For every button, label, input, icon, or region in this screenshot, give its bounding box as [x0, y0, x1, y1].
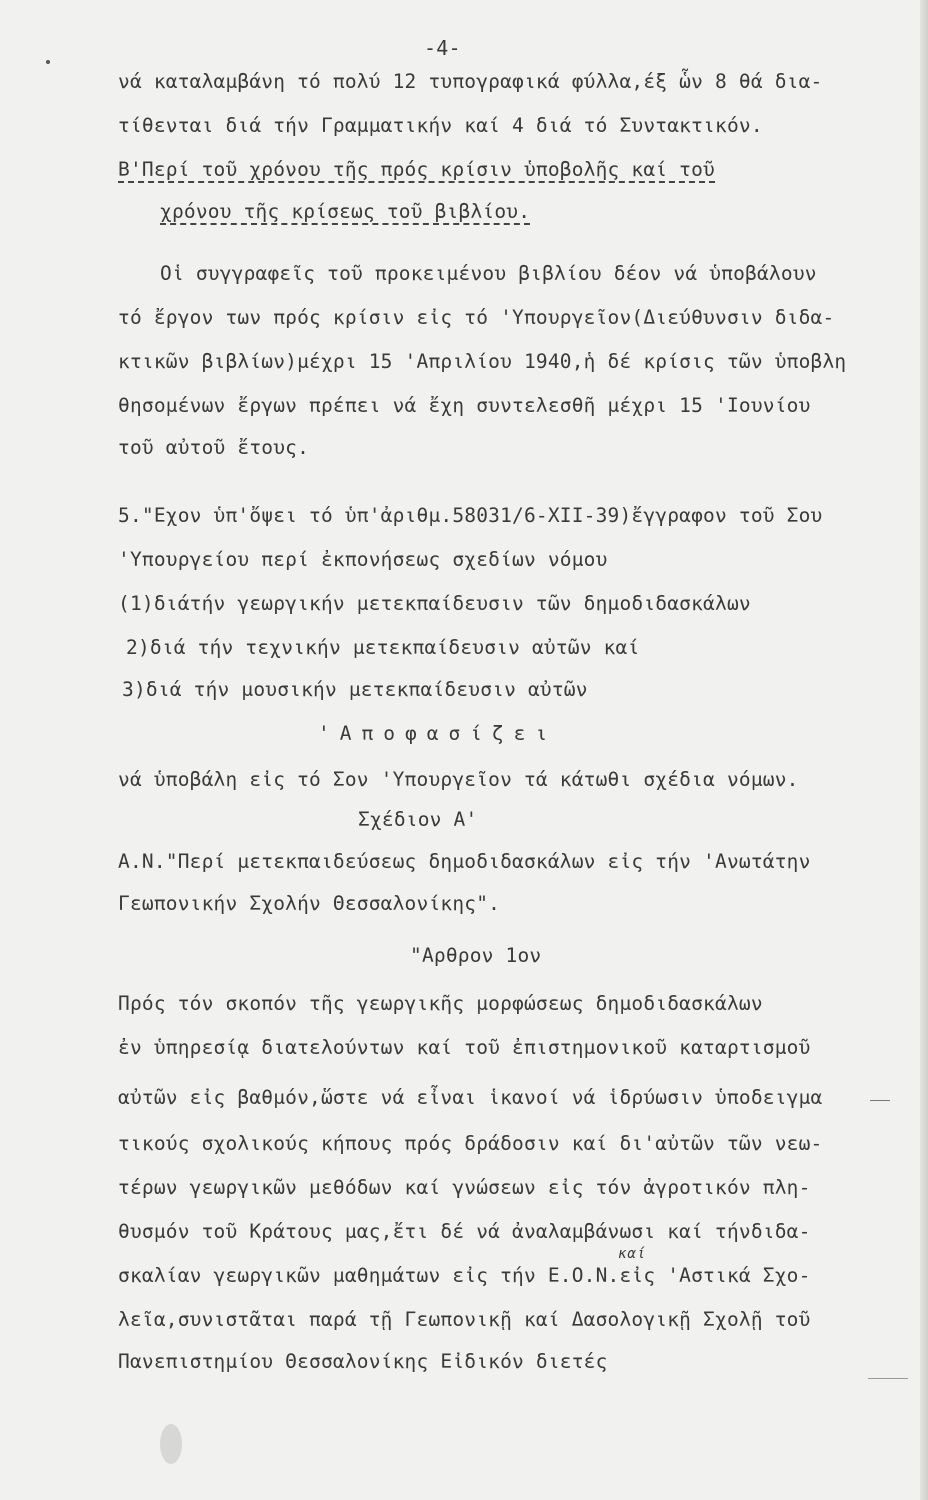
list-item-3: 3)διά τήν μουσικήν μετεκπαίδευσιν αὐτῶν [122, 678, 588, 701]
text-line-10: 5."Εχον ὑπ'ὄψει τό ὑπ'ἀριθμ.58031/6-XII-39)ἔγγραφον τοῦ Σου [118, 504, 823, 527]
section-heading-line-2: χρόνου τῆς κρίσεως τοῦ βιβλίου. [160, 200, 531, 223]
text-line-11: 'Υπουργείου περί ἐκπονήσεως σχεδίων νόμου [118, 548, 608, 571]
text-line-25: τέρων γεωργικῶν μεθόδων καί γνώσεων εἰς τόν ἀγροτικόν πλη- [118, 1176, 811, 1199]
text-line-22: ἐν ὑπηρεσίᾳ διατελούντων καί τοῦ ἐπιστημονικοῦ καταρτισμοῦ [118, 1036, 811, 1059]
text-line-27: σκαλίαν γεωργικῶν μαθημάτων εἰς τήν Ε.Ο.Ν.εἰς 'Αστικά Σχο- [118, 1264, 811, 1287]
text-line-19: Γεωπονικήν Σχολήν Θεσσαλονίκης". [118, 892, 501, 915]
text-line-28: λεῖα,συνιστᾶται παρά τῇ Γεωπονικῇ καί Δασολογικῇ Σχολῇ τοῦ [118, 1308, 811, 1331]
page-number: -4- [424, 36, 461, 60]
text-line-16: νά ὑποβάλη εἰς τό Σον 'Υπουργεῖον τά κάτωθι σχέδια νόμων. [118, 768, 799, 791]
text-line-8: θησομένων ἔργων πρέπει νά ἔχη συντελεσθῆ μέχρι 15 'Ιουνίου [118, 394, 811, 417]
text-line-26: θυσμόν τοῦ Κράτους μας,ἔτι δέ νά ἀναλαμβάνωσι καί τήνδιδα- [118, 1220, 811, 1243]
section-heading-line-1: Β'Περί τοῦ χρόνου τῆς πρός κρίσιν ὑποβολῆς καί τοῦ [118, 158, 715, 181]
text-line-1: νά καταλαμβάνη τό πολύ 12 τυπογραφικά φύλλα,έξ ὧν 8 θά δια- [118, 70, 823, 93]
list-item-2: 2)διά τήν τεχνικήν μετεκπαίδευσιν αὐτῶν καί [126, 636, 640, 659]
text-line-2: τίθενται διά τήν Γραμματικήν καί 4 διά τό Συντακτικόν. [118, 114, 763, 137]
text-line-6: τό ἔργον των πρός κρίσιν εἰς τό 'Υπουργεῖον(Διεύθυνσιν διδα- [118, 306, 835, 329]
text-line-7: κτικῶν βιβλίων)μέχρι 15 'Απριλίου 1940,ἡ δέ κρίσις τῶν ὑποβλη [118, 350, 847, 373]
text-line-18: Α.Ν."Περί μετεκπαιδεύσεως δημοδιδασκάλων εἰς τήν 'Ανωτάτην [118, 850, 811, 873]
margin-dash [870, 1100, 890, 1101]
list-item-1: (1)διάτήν γεωργικήν μετεκπαίδευσιν τῶν δημοδιδασκάλων [118, 592, 751, 615]
ink-blot [160, 1424, 182, 1464]
text-line-21: Πρός τόν σκοπόν τῆς γεωργικῆς μορφώσεως δημοδιδασκάλων [118, 992, 763, 1015]
handwritten-insertion: καί [618, 1246, 647, 1262]
decision-heading: 'Αποφασίζει [318, 722, 558, 745]
text-line-23: αὐτῶν εἰς βαθμόν,ὥστε νά εἶναι ἱκανοί νά ἱδρύωσιν ὑποδειγμα [118, 1086, 823, 1109]
text-line-24: τικούς σχολικούς κήπους πρός δράδοσιν καί δι'αὐτῶν τῶν νεω- [118, 1132, 823, 1155]
text-line-5: Οἱ συγγραφεῖς τοῦ προκειμένου βιβλίου δέον νά ὑποβάλουν [160, 262, 817, 285]
page-edge [920, 0, 928, 1500]
article-heading: "Αρθρον 1ον [410, 944, 542, 967]
text-line-9: τοῦ αὐτοῦ ἔτους. [118, 436, 310, 459]
draft-heading: Σχέδιον Α' [358, 808, 478, 831]
punch-dot [46, 60, 50, 64]
text-line-29: Πανεπιστημίου Θεσσαλονίκης Εἰδικόν διετές [118, 1350, 608, 1373]
margin-dash [868, 1378, 908, 1379]
